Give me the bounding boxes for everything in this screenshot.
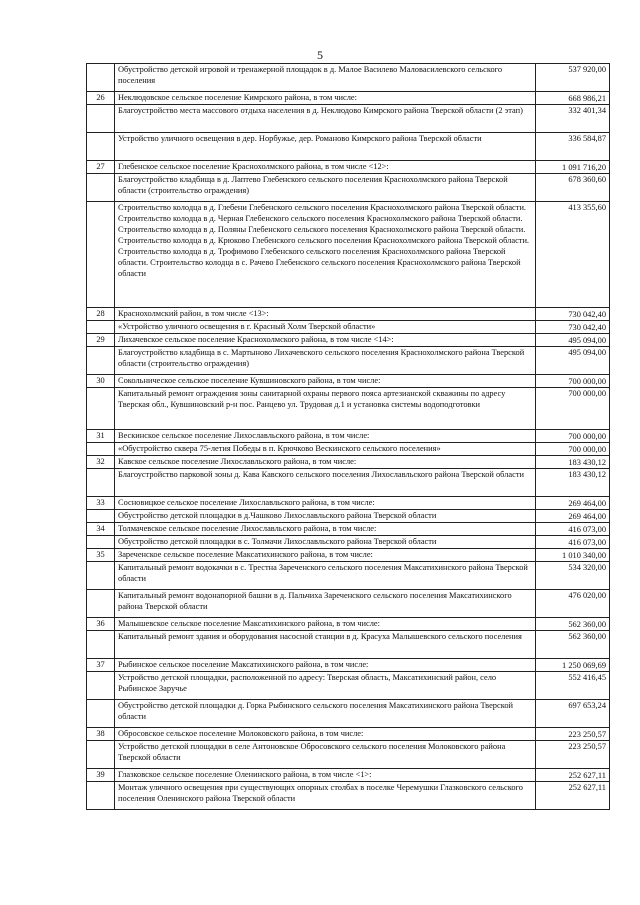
row-number-cell <box>87 388 115 430</box>
row-number-cell <box>87 631 115 659</box>
table-row <box>87 741 610 769</box>
table-body <box>87 64 610 810</box>
table-row <box>87 375 610 388</box>
table-row <box>87 174 610 202</box>
row-number-cell: 29 <box>87 334 115 347</box>
row-description-cell: Малышевское сельское поселение Максатихинского района, в том числе: <box>115 618 536 631</box>
row-number-cell: 34 <box>87 523 115 536</box>
table-row <box>87 590 610 618</box>
row-amount-cell: 700 000,00 <box>536 388 610 430</box>
row-description-cell: Сосновицкое сельское поселение Лихославльского района, в том числе: <box>115 497 536 510</box>
row-description-cell: Капитальный ремонт водокачки в с. Трестна Зареченского сельского поселения Максатихинского района Тверской области <box>115 562 536 590</box>
row-number-cell <box>87 321 115 334</box>
table-row <box>87 443 610 456</box>
row-amount-cell: 269 464,00 <box>536 510 610 523</box>
row-number-cell: 32 <box>87 456 115 469</box>
table-row <box>87 133 610 161</box>
row-amount-cell: 697 653,24 <box>536 700 610 728</box>
row-amount-cell: 495 094,00 <box>536 347 610 375</box>
table-row <box>87 672 610 700</box>
row-amount-cell: 413 355,60 <box>536 202 610 308</box>
row-number-cell: 38 <box>87 728 115 741</box>
row-amount-cell: 332 401,34 <box>536 105 610 133</box>
table-row <box>87 659 610 672</box>
row-amount-cell: 730 042,40 <box>536 308 610 321</box>
table-row <box>87 388 610 430</box>
row-amount-cell: 416 073,00 <box>536 536 610 549</box>
row-number-cell <box>87 64 115 92</box>
table-row <box>87 347 610 375</box>
row-description-cell: Капитальный ремонт здания и оборудования насосной станции в д. Красуха Малышевского сельского поселения <box>115 631 536 659</box>
row-description-cell: Устройство детской площадки в селе Антоновское Обросовского сельского поселения Молоковского района Тверской области <box>115 741 536 769</box>
row-number-cell <box>87 672 115 700</box>
row-amount-cell: 700 000,00 <box>536 430 610 443</box>
row-description-cell: «Обустройство сквера 75-летия Победы в п. Крючково Вескинского сельского поселения» <box>115 443 536 456</box>
row-amount-cell: 552 416,45 <box>536 672 610 700</box>
row-number-cell: 27 <box>87 161 115 174</box>
row-amount-cell: 700 000,00 <box>536 375 610 388</box>
budget-table <box>86 63 610 810</box>
table-row <box>87 105 610 133</box>
row-description-cell: Монтаж уличного освещения при существующих опорных столбах в поселке Черемушки Глазковского сельского поселения Оленинского района Тверской области <box>115 782 536 810</box>
row-amount-cell: 183 430,12 <box>536 469 610 497</box>
row-description-cell: Строительство колодца в д. Глебени Глебенского сельского поселения Краснохолмского района Тверской области. Строительство колодца в д. Черная Глебенского сельского поселения Краснохолмского района Тверской области. Строительство колодца в д. Поляны Глебенского сельского поселения Краснохолмского района Тверской области. Строительство колодца в д. Крюково Глебенского сельского поселения Краснохолмского района Тверской области. Строительство колодца в д. Трофимово Глебенского сельского поселения Краснохолмского района Тверской области. Строительство колодца в с. Рачево Глебенского сельского поселения Краснохолмского района Тверской области <box>115 202 536 308</box>
row-amount-cell: 534 320,00 <box>536 562 610 590</box>
row-amount-cell: 223 250,57 <box>536 728 610 741</box>
table-row <box>87 321 610 334</box>
row-amount-cell: 269 464,00 <box>536 497 610 510</box>
table-row <box>87 549 610 562</box>
row-number-cell <box>87 443 115 456</box>
row-amount-cell: 252 627,11 <box>536 782 610 810</box>
row-amount-cell: 562 360,00 <box>536 631 610 659</box>
row-number-cell <box>87 174 115 202</box>
row-number-cell: 39 <box>87 769 115 782</box>
row-number-cell <box>87 562 115 590</box>
table-row <box>87 700 610 728</box>
table-row <box>87 64 610 92</box>
row-number-cell: 35 <box>87 549 115 562</box>
row-number-cell: 30 <box>87 375 115 388</box>
row-description-cell: Обустройство детской игровой и тренажерной площадок в д. Малое Василево Маловасилевского сельского поселения <box>115 64 536 92</box>
table-row <box>87 536 610 549</box>
row-number-cell <box>87 347 115 375</box>
table-row <box>87 497 610 510</box>
row-amount-cell: 336 584,87 <box>536 133 610 161</box>
row-amount-cell: 476 020,00 <box>536 590 610 618</box>
table-row <box>87 456 610 469</box>
row-number-cell: 36 <box>87 618 115 631</box>
table-row <box>87 562 610 590</box>
row-description-cell: Обустройство детской площадки в с. Толмачи Лихославльского района Тверской области <box>115 536 536 549</box>
row-amount-cell: 537 920,00 <box>536 64 610 92</box>
table-row <box>87 728 610 741</box>
row-description-cell: Глебенское сельское поселение Краснохолмского района, в том числе <12>: <box>115 161 536 174</box>
row-description-cell: Вескинское сельское поселение Лихославльского района, в том числе: <box>115 430 536 443</box>
row-amount-cell: 252 627,11 <box>536 769 610 782</box>
row-number-cell: 28 <box>87 308 115 321</box>
row-description-cell: Рыбинское сельское поселение Максатихинского района, в том числе: <box>115 659 536 672</box>
row-number-cell: 37 <box>87 659 115 672</box>
row-number-cell <box>87 105 115 133</box>
table-row <box>87 430 610 443</box>
row-description-cell: Капитальный ремонт водонапорной башни в д. Пальчиха Зареченского сельского поселения Максатихинского района Тверской области <box>115 590 536 618</box>
row-number-cell <box>87 700 115 728</box>
table-row <box>87 618 610 631</box>
row-amount-cell: 1 010 340,00 <box>536 549 610 562</box>
row-amount-cell: 678 360,60 <box>536 174 610 202</box>
row-description-cell: «Устройство уличного освещения в г. Красный Холм Тверской области» <box>115 321 536 334</box>
table-row <box>87 631 610 659</box>
row-description-cell: Зареченское сельское поселение Максатихинского района, в том числе: <box>115 549 536 562</box>
row-amount-cell: 416 073,00 <box>536 523 610 536</box>
row-number-cell <box>87 782 115 810</box>
table-row <box>87 469 610 497</box>
row-description-cell: Обросовское сельское поселение Молоковского района, в том числе: <box>115 728 536 741</box>
table-row <box>87 510 610 523</box>
page-number: 5 <box>317 48 323 62</box>
row-description-cell: Благоустройство парковой зоны д. Кава Кавского сельского поселения Лихославльского района Тверской области <box>115 469 536 497</box>
row-description-cell: Сокольническое сельское поселение Кувшиновского района, в том числе: <box>115 375 536 388</box>
row-description-cell: Краснохолмский район, в том числе <13>: <box>115 308 536 321</box>
row-description-cell: Устройство детской площадки, расположенной по адресу: Тверская область, Максатихинский район, село Рыбинское Заручье <box>115 672 536 700</box>
row-number-cell: 26 <box>87 92 115 105</box>
row-amount-cell: 1 250 069,69 <box>536 659 610 672</box>
row-description-cell: Благоустройство места массового отдыха населения в д. Неклюдово Кимрского района Тверской области (2 этап) <box>115 105 536 133</box>
row-amount-cell: 700 000,00 <box>536 443 610 456</box>
table-row <box>87 92 610 105</box>
row-description-cell: Благоустройство кладбища в д. Лаптево Глебенского сельского поселения Краснохолмского района Тверской области (строительство ограждения) <box>115 174 536 202</box>
row-description-cell: Кавское сельское поселение Лихославльского района, в том числе: <box>115 456 536 469</box>
row-number-cell <box>87 202 115 308</box>
row-number-cell <box>87 741 115 769</box>
row-description-cell: Лихачевское сельское поселение Краснохолмского района, в том числе <14>: <box>115 334 536 347</box>
row-number-cell <box>87 536 115 549</box>
row-amount-cell: 668 986,21 <box>536 92 610 105</box>
row-description-cell: Неклюдовское сельское поселение Кимрского района, в том числе: <box>115 92 536 105</box>
row-amount-cell: 1 091 716,20 <box>536 161 610 174</box>
row-description-cell: Обустройство детской площадки в д.Чашково Лихославльского района Тверской области <box>115 510 536 523</box>
row-number-cell: 33 <box>87 497 115 510</box>
row-description-cell: Капитальный ремонт ограждения зоны санитарной охраны первого пояса артезианской скважины по адресу Тверская обл., Кувшиновский р-н пос. Ранцево ул. Трудовая д.1 и установка системы водоподготовки <box>115 388 536 430</box>
row-description-cell: Обустройство детской площадки д. Горка Рыбинского сельского поселения Максатихинского района Тверской области <box>115 700 536 728</box>
table-row <box>87 334 610 347</box>
row-number-cell <box>87 590 115 618</box>
table-row <box>87 769 610 782</box>
row-amount-cell: 495 094,00 <box>536 334 610 347</box>
table-row <box>87 308 610 321</box>
row-description-cell: Глазковское сельское поселение Оленинского района, в том числе <1>: <box>115 769 536 782</box>
row-number-cell <box>87 469 115 497</box>
row-number-cell <box>87 133 115 161</box>
table-row <box>87 202 610 308</box>
row-number-cell: 31 <box>87 430 115 443</box>
row-amount-cell: 183 430,12 <box>536 456 610 469</box>
row-amount-cell: 730 042,40 <box>536 321 610 334</box>
row-description-cell: Благоустройство кладбища в с. Мартыново Лихачевского сельского поселения Краснохолмского района Тверской области (строительство ограждения) <box>115 347 536 375</box>
row-description-cell: Толмачевское сельское поселение Лихославльского района, в том числе: <box>115 523 536 536</box>
row-description-cell: Устройство уличного освещения в дер. Норбужье, дер. Романово Кимрского района Тверской области <box>115 133 536 161</box>
table-row <box>87 523 610 536</box>
table-row <box>87 161 610 174</box>
row-number-cell <box>87 510 115 523</box>
row-amount-cell: 562 360,00 <box>536 618 610 631</box>
row-amount-cell: 223 250,57 <box>536 741 610 769</box>
table-row <box>87 782 610 810</box>
